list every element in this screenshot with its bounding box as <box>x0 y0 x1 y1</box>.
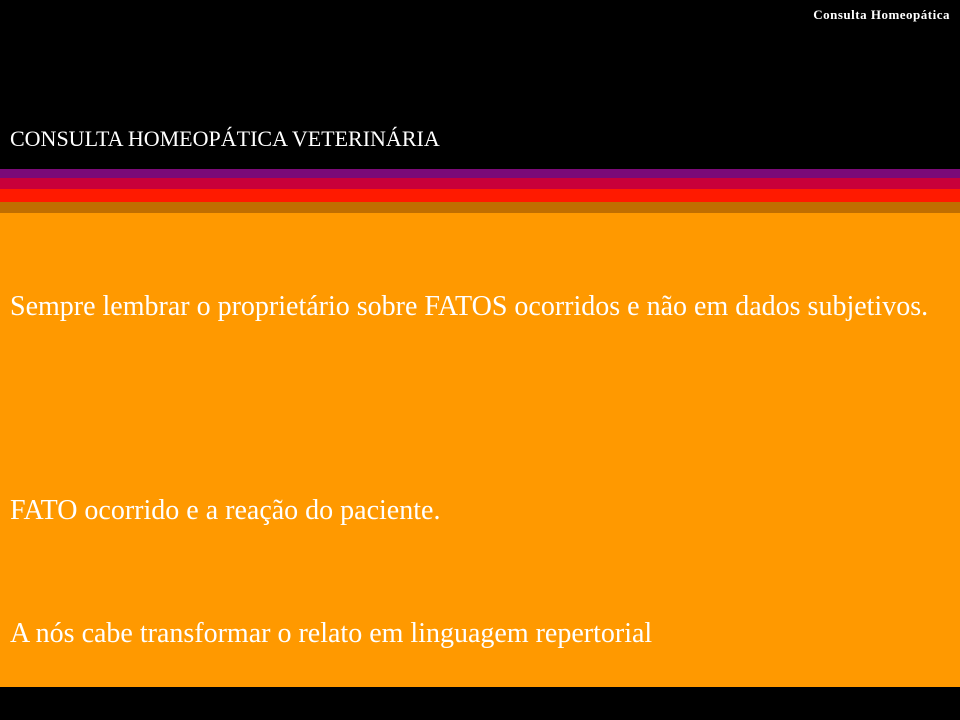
paragraph-repertorial: A nós cabe transformar o relato em linguagem repertorial <box>10 618 653 649</box>
divider-stripe-red <box>0 189 960 202</box>
divider-stripe-crimson <box>0 178 960 189</box>
header-label: Consulta Homeopática <box>813 7 950 22</box>
paragraph-reaction: FATO ocorrido e a reação do paciente. <box>10 495 441 526</box>
content-panel <box>0 213 960 687</box>
divider-stripe-purple <box>0 169 960 178</box>
slide-title: CONSULTA HOMEOPÁTICA VETERINÁRIA <box>10 126 440 151</box>
divider-stripe-brown <box>0 202 960 213</box>
paragraph-facts: Sempre lembrar o proprietário sobre FATOS ocorridos e não em dados subjetivos. <box>10 291 929 322</box>
